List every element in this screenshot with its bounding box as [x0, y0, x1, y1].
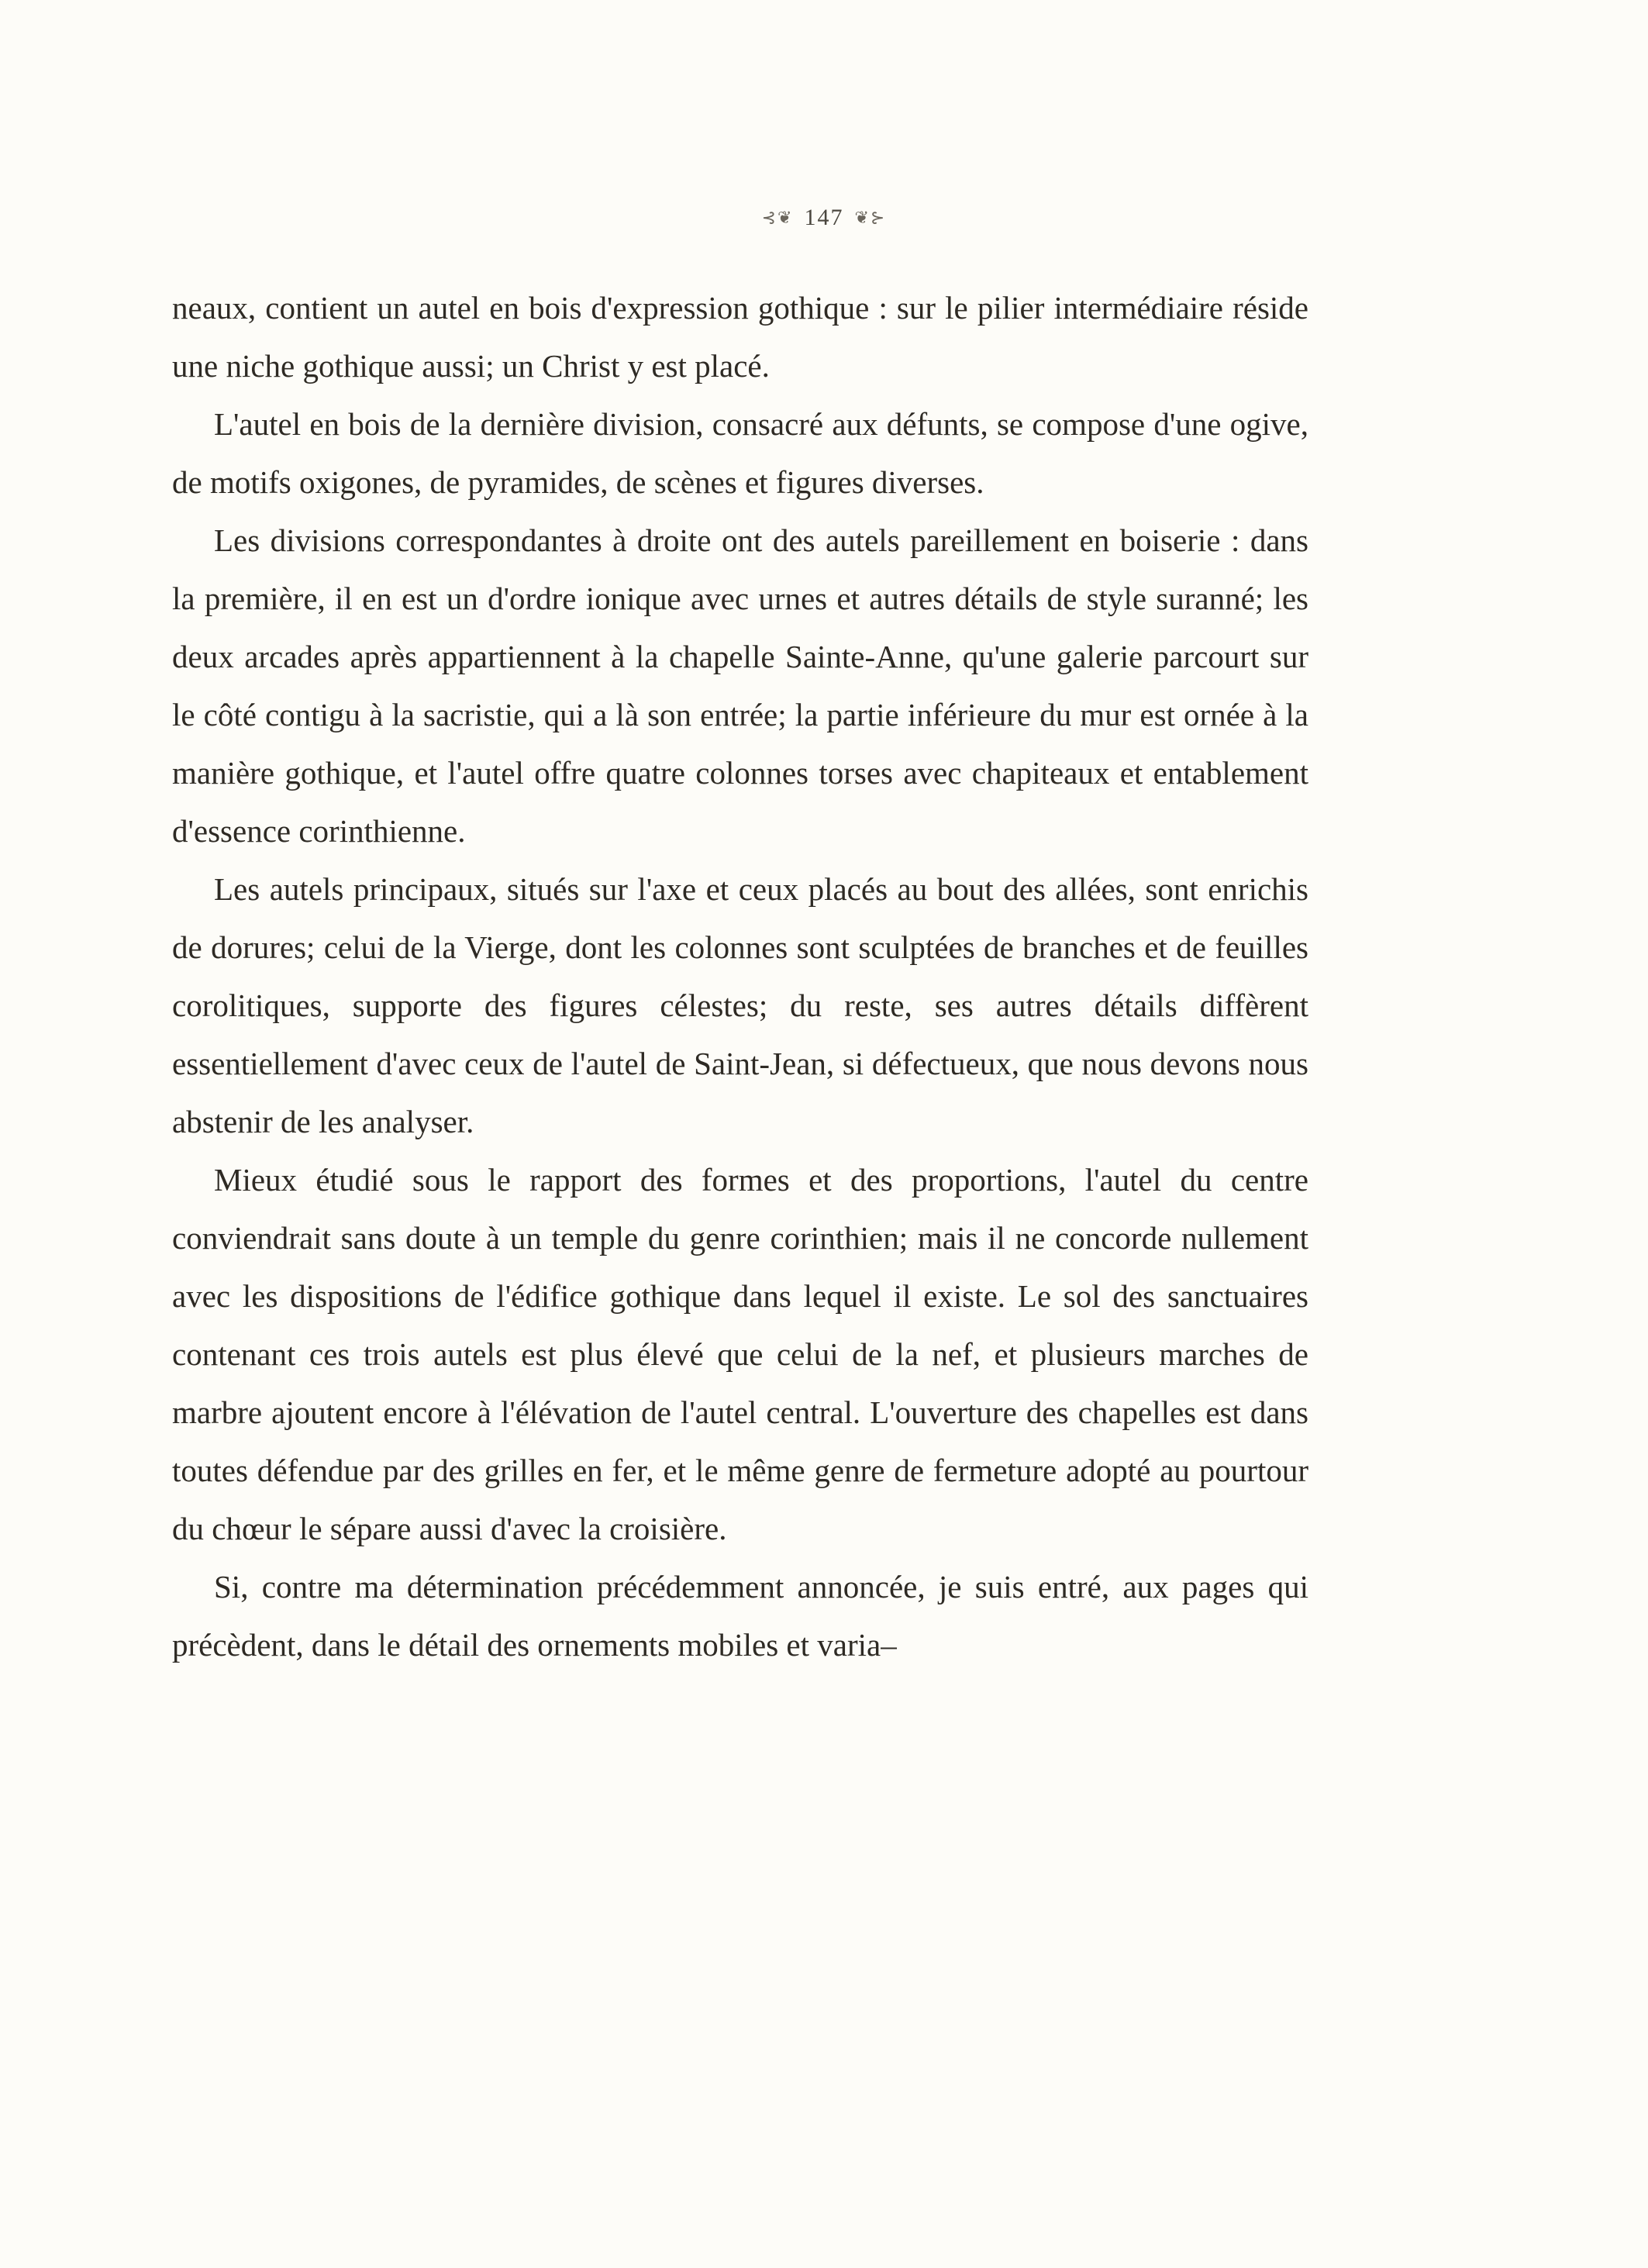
- paragraph: Les divisions correspondantes à droite ont des autels pareillement en boiserie : dans la première, il en est un d'ordre ionique avec urnes et autres détails de style suranné; les deux arcades après appartiennent à la chapelle Sainte-Anne, qu'une galerie parcourt sur le côté contigu à la sacristie, qui a là son entrée; la partie inférieure du mur est ornée à la manière gothique, et l'autel offre quatre colonnes torses avec chapiteaux et entablement d'essence corinthienne.: [172, 522, 1308, 849]
- paragraph-continued: neaux, contient un autel en bois d'expression gothique : sur le pilier intermédiaire réside une niche gothique aussi; un Christ y est placé.: [172, 290, 1308, 384]
- body-text: [172, 279, 1308, 1674]
- running-head: [0, 203, 1648, 231]
- paragraph: L'autel en bois de la dernière division, consacré aux défunts, se compose d'une ogive, de motifs oxigones, de pyramides, de scènes et figures diverses.: [172, 406, 1308, 500]
- paragraph: Les autels principaux, situés sur l'axe et ceux placés au bout des allées, sont enrichis de dorures; celui de la Vierge, dont les colonnes sont sculptées de branches et de feuilles corolitiques, supporte des figures célestes; du reste, ses autres détails diffèrent essentiellement d'avec ceux de l'autel de Saint-Jean, si défectueux, que nous devons nous abstenir de les analyser.: [172, 871, 1308, 1139]
- page-number: 147: [804, 205, 844, 231]
- paragraph: Mieux étudié sous le rapport des formes et des proportions, l'autel du centre conviendrait sans doute à un temple du genre corinthien; mais il ne concorde nullement avec les dispositions de l'édifice gothique dans lequel il existe. Le sol des sanctuaires contenant ces trois autels est plus élevé que celui de la nef, et plusieurs marches de marbre ajoutent encore à l'élévation de l'autel central. L'ouverture des chapelles est dans toutes défendue par des grilles en fer, et le même genre de fermeture adopté au pourtour du chœur le sépare aussi d'avec la croisière.: [172, 1162, 1308, 1546]
- ornament-left-icon: ⊰❦: [761, 208, 794, 228]
- ornament-right-icon: ❦⊱: [854, 208, 887, 228]
- paragraph: Si, contre ma détermination précédemment annoncée, je suis entré, aux pages qui précèdent, dans le détail des ornements mobiles et varia–: [172, 1569, 1308, 1663]
